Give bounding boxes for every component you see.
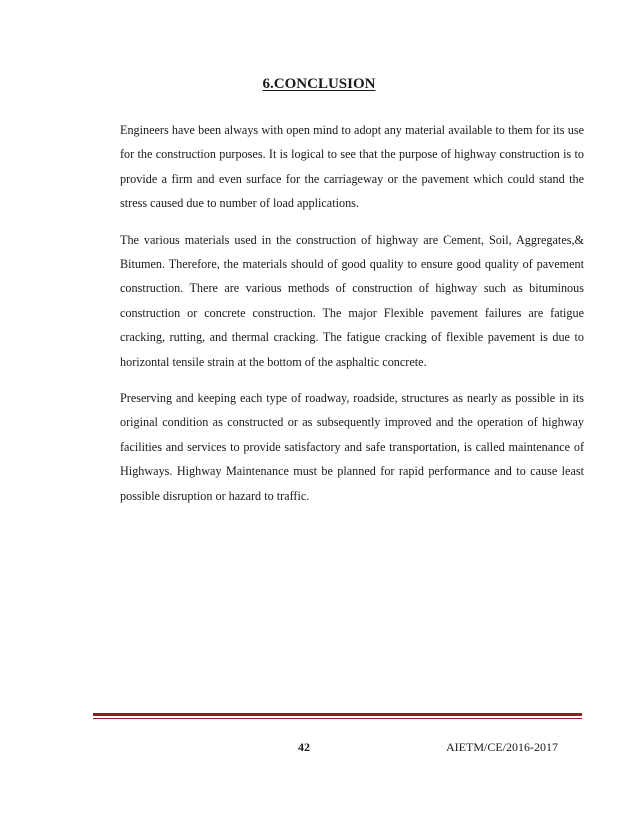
- paragraph-2: The various materials used in the construction of highway are Cement, Soil, Aggregates,& Bitumen. Therefore, the materials should of good quality to ensure good quality of pavement construction. There are various methods of construction of highway such as bituminous construction or concrete construction. The major Flexible pavement failures are fatigue cracking, rutting, and thermal cracking. The fatigue cracking of flexible pavement is due to horizontal tensile strain at the bottom of the asphaltic concrete.: [120, 232, 584, 369]
- footer-rule-thin: [93, 718, 582, 719]
- paragraph-1: Engineers have been always with open mind to adopt any material available to them for its use for the construction purposes. It is logical to see that the purpose of highway construction is to provide a firm and even surface for the carriageway or the pavement which could stand the stress caused due to number of load applications.: [120, 123, 584, 211]
- page-number: 42: [298, 740, 310, 754]
- body-text: [120, 118, 584, 520]
- paragraph-3: Preserving and keeping each type of roadway, roadside, structures as nearly as possible in its original condition as constructed or as subsequently improved and the operation of highway facilities and services to provide satisfactory and safe transportation, is called maintenance of Highways. Highway Maintenance must be planned for rapid performance and to cause least possible disruption or hazard to traffic.: [120, 391, 584, 503]
- footer-rule-thick: [93, 713, 582, 716]
- section-heading: 6.CONCLUSION: [262, 76, 376, 92]
- footer-code: AIETM/CE/2016-2017: [446, 740, 558, 754]
